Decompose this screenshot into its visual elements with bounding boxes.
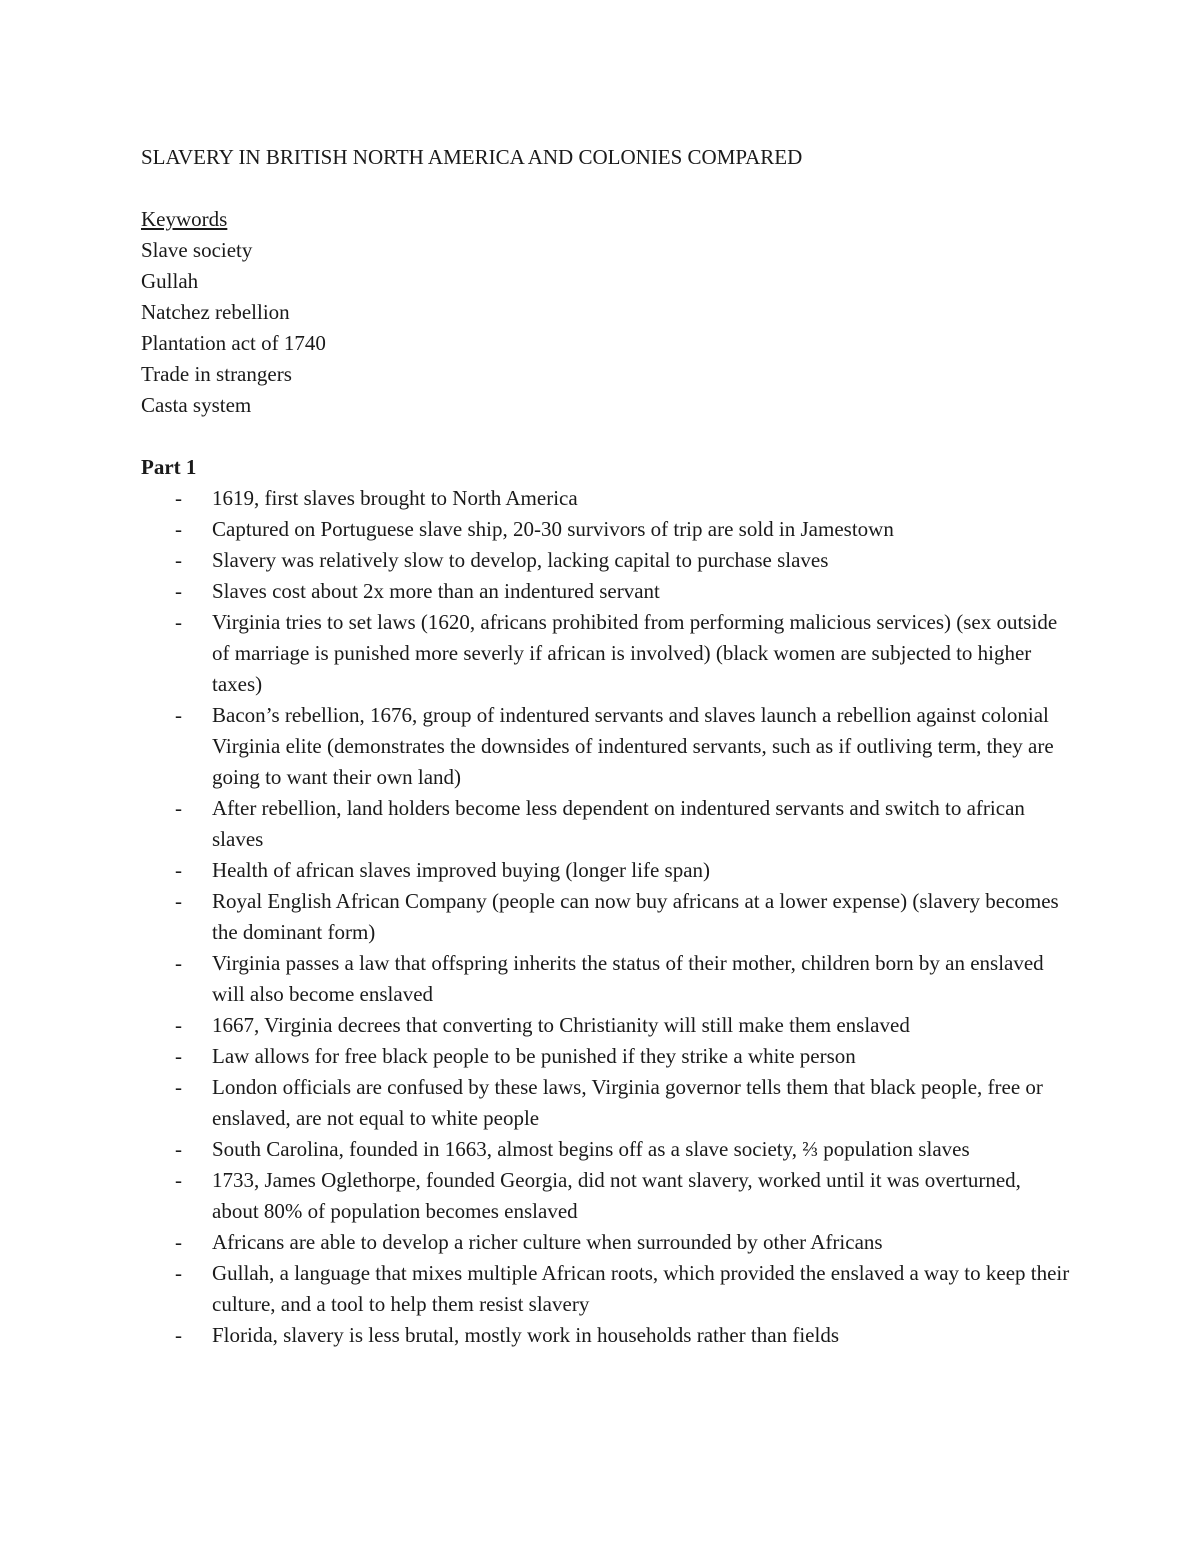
note-text: Florida, slavery is less brutal, mostly work in households rather than fields bbox=[212, 1323, 839, 1347]
bullet-dash: - bbox=[175, 858, 182, 882]
note-text: London officials are confused by these laws, Virginia governor tells them that black people, free or enslaved, are not equal to white people bbox=[212, 1075, 1043, 1130]
note-item bbox=[141, 1041, 1071, 1072]
document-body bbox=[141, 142, 1071, 1351]
note-text: Law allows for free black people to be punished if they strike a white person bbox=[212, 1044, 856, 1068]
note-text: Royal English African Company (people can now buy africans at a lower expense) (slavery becomes the dominant form) bbox=[212, 889, 1059, 944]
keyword-list bbox=[141, 235, 1071, 421]
bullet-dash: - bbox=[175, 1075, 182, 1099]
note-item bbox=[141, 1227, 1071, 1258]
note-text: After rebellion, land holders become less dependent on indentured servants and switch to african slaves bbox=[212, 796, 1025, 851]
note-item bbox=[141, 1320, 1071, 1351]
note-item bbox=[141, 1072, 1071, 1134]
bullet-dash: - bbox=[175, 889, 182, 913]
bullet-dash: - bbox=[175, 1044, 182, 1068]
note-text: Virginia tries to set laws (1620, africans prohibited from performing malicious services) (sex outside of marriage is punished more severly if african is involved) (black women are subjected to higher taxes) bbox=[212, 610, 1058, 696]
keywords-heading: Keywords bbox=[141, 207, 228, 231]
bullet-dash: - bbox=[175, 1230, 182, 1254]
note-text: 1619, first slaves brought to North America bbox=[212, 486, 578, 510]
keyword-item: Plantation act of 1740 bbox=[141, 331, 326, 355]
bullet-dash: - bbox=[175, 579, 182, 603]
note-text: 1733, James Oglethorpe, founded Georgia, did not want slavery, worked until it was overturned, about 80% of population becomes enslaved bbox=[212, 1168, 1021, 1223]
note-item bbox=[141, 886, 1071, 948]
bullet-dash: - bbox=[175, 1013, 182, 1037]
blank-line bbox=[141, 173, 1071, 204]
note-item bbox=[141, 1258, 1071, 1320]
keyword-item: Gullah bbox=[141, 269, 199, 293]
keyword-item: Trade in strangers bbox=[141, 362, 292, 386]
notes-list bbox=[141, 483, 1071, 1351]
note-item bbox=[141, 1134, 1071, 1165]
bullet-dash: - bbox=[175, 548, 182, 572]
bullet-dash: - bbox=[175, 703, 182, 727]
note-item bbox=[141, 855, 1071, 886]
note-text: Health of african slaves improved buying (longer life span) bbox=[212, 858, 711, 882]
keyword-item: Slave society bbox=[141, 238, 253, 262]
bullet-dash: - bbox=[175, 796, 182, 820]
note-text: Slavery was relatively slow to develop, lacking capital to purchase slaves bbox=[212, 548, 829, 572]
note-text: Virginia passes a law that offspring inherits the status of their mother, children born by an enslaved will also become enslaved bbox=[212, 951, 1044, 1006]
bullet-dash: - bbox=[175, 1323, 182, 1347]
note-item bbox=[141, 1010, 1071, 1041]
bullet-dash: - bbox=[175, 610, 182, 634]
note-item bbox=[141, 576, 1071, 607]
note-text: Captured on Portuguese slave ship, 20-30 survivors of trip are sold in Jamestown bbox=[212, 517, 894, 541]
note-item bbox=[141, 483, 1071, 514]
note-item bbox=[141, 514, 1071, 545]
note-item bbox=[141, 1165, 1071, 1227]
note-item bbox=[141, 607, 1071, 700]
bullet-dash: - bbox=[175, 1261, 182, 1285]
note-text: 1667, Virginia decrees that converting to Christianity will still make them enslaved bbox=[212, 1013, 910, 1037]
bullet-dash: - bbox=[175, 951, 182, 975]
note-item bbox=[141, 545, 1071, 576]
note-text: Gullah, a language that mixes multiple African roots, which provided the enslaved a way to keep their culture, and a tool to help them resist slavery bbox=[212, 1261, 1070, 1316]
blank-line bbox=[141, 421, 1071, 452]
bullet-dash: - bbox=[175, 1137, 182, 1161]
note-text: Bacon’s rebellion, 1676, group of indentured servants and slaves launch a rebellion against colonial Virginia elite (demonstrates the downsides of indentured servants, such as if outliving term, they are going to want their own land) bbox=[212, 703, 1054, 789]
bullet-dash: - bbox=[175, 486, 182, 510]
note-text: Slaves cost about 2x more than an indentured servant bbox=[212, 579, 660, 603]
note-text: Africans are able to develop a richer culture when surrounded by other Africans bbox=[212, 1230, 883, 1254]
bullet-dash: - bbox=[175, 1168, 182, 1192]
keyword-item: Casta system bbox=[141, 393, 252, 417]
note-item bbox=[141, 700, 1071, 793]
note-item bbox=[141, 793, 1071, 855]
document-title: SLAVERY IN BRITISH NORTH AMERICA AND COLONIES COMPARED bbox=[141, 145, 803, 169]
keyword-item: Natchez rebellion bbox=[141, 300, 290, 324]
part-heading: Part 1 bbox=[141, 455, 197, 479]
note-text: South Carolina, founded in 1663, almost begins off as a slave society, ⅔ population slaves bbox=[212, 1137, 970, 1161]
bullet-dash: - bbox=[175, 517, 182, 541]
note-item bbox=[141, 948, 1071, 1010]
